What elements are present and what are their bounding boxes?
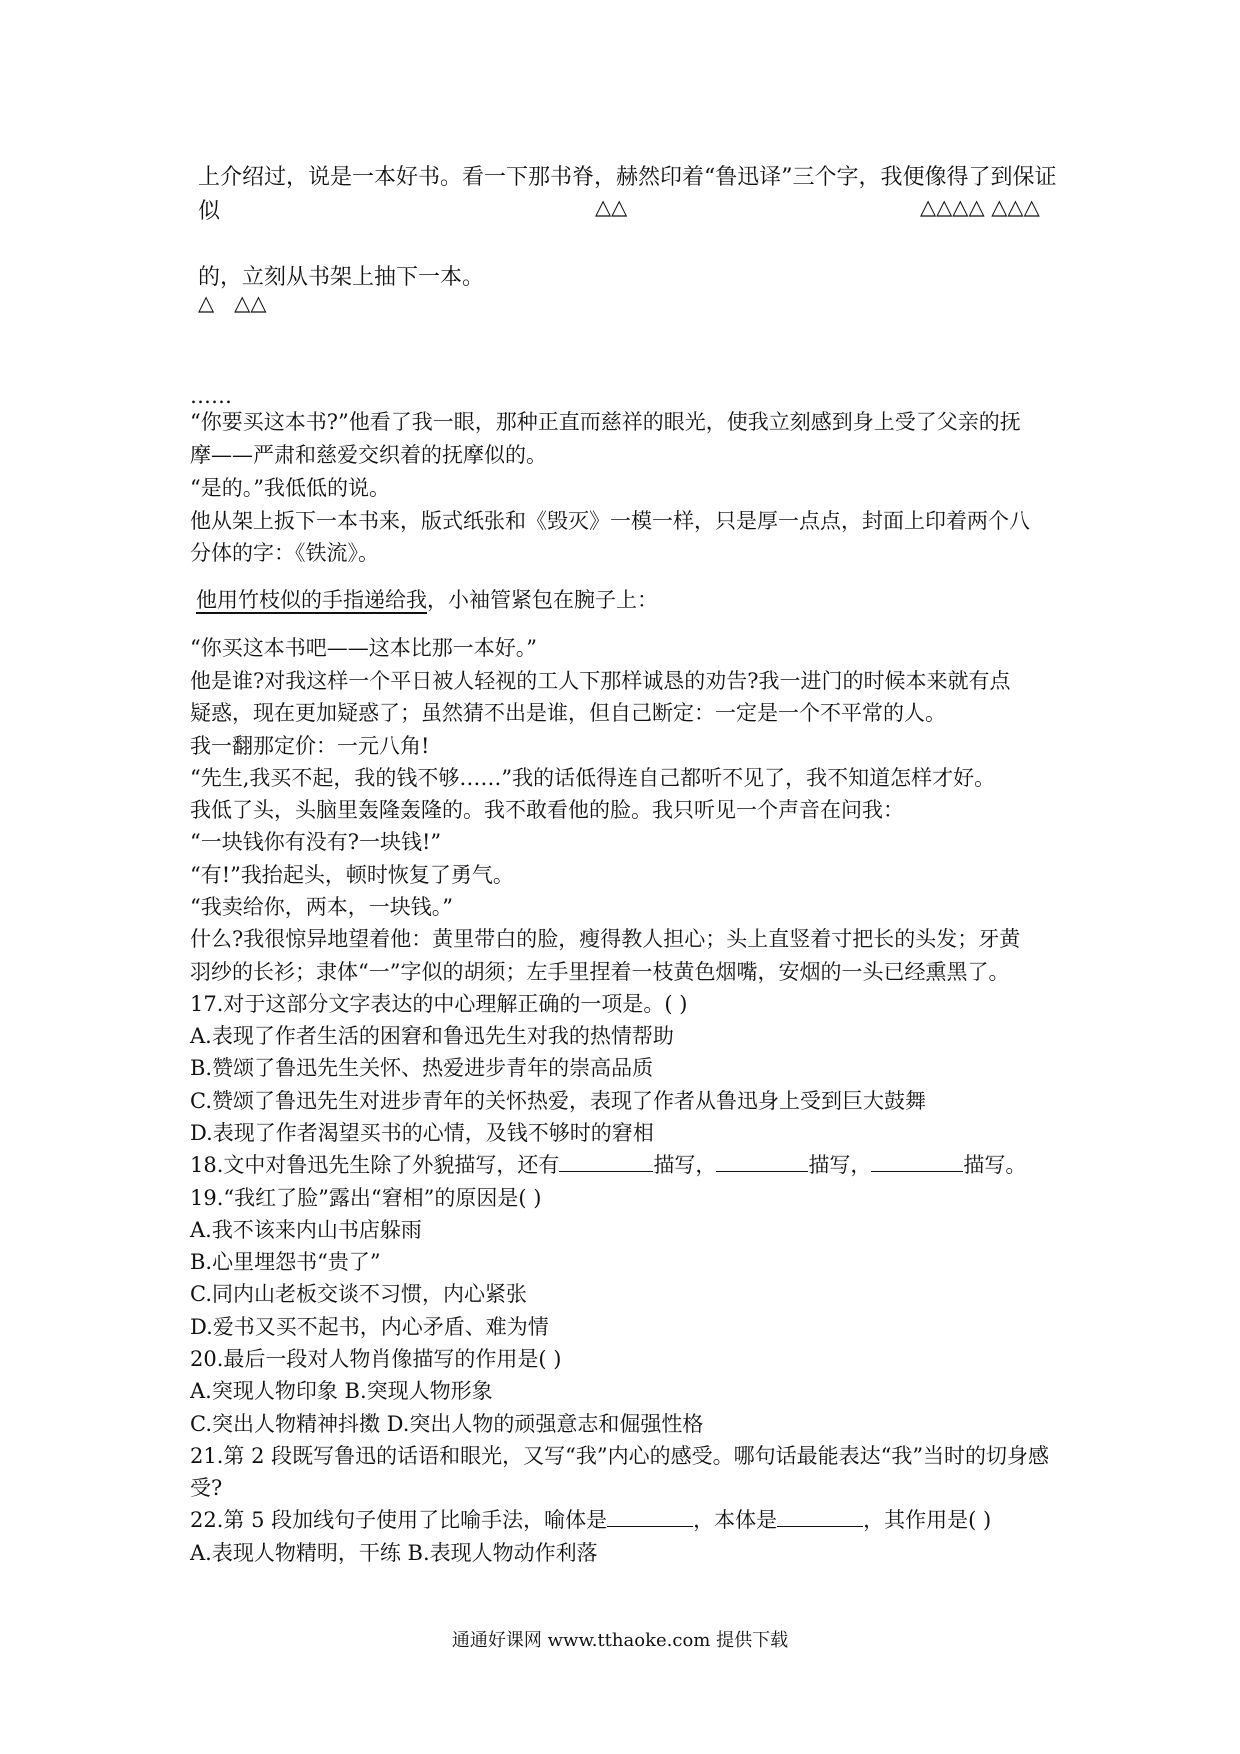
paragraph-line: 我低了头，头脑里轰隆轰隆的。我不敢看他的脸。我只听见一个声音在问我： (190, 798, 904, 822)
underlined-text: 他用竹枝似的手指递给我 (196, 588, 427, 612)
paragraph-line: “一块钱你有没有?一块钱!” (190, 830, 442, 854)
option-line: B.赞颂了鲁迅先生关怀、热爱进步青年的崇高品质 (190, 1056, 654, 1080)
paragraph-line: 我一翻那定价：一元八角! (190, 734, 430, 758)
paragraph-line: 什么?我很惊异地望着他：黄里带白的脸，瘦得教人担心；头上直竖着寸把长的头发；牙黄 (190, 927, 1021, 951)
question-20: 20.最后一段对人物肖像描写的作用是( ) (190, 1347, 562, 1371)
question-19: 19.“我红了脸”露出“窘相”的原因是( ) (190, 1186, 542, 1210)
paragraph-line: 疑惑，现在更加疑惑了；虽然猜不出是谁，但自己断定：一定是一个不平常的人。 (190, 701, 946, 725)
option-line: A.我不该来内山书店躲雨 (190, 1218, 422, 1242)
excerpt-line-1-wrap: 似 (198, 199, 221, 224)
option-line: C.突出人物精神抖擞 D.突出人物的顽强意志和倔强性格 (190, 1412, 704, 1436)
paragraph-line: “是的。”我低低的说。 (190, 476, 390, 500)
q18-text: 描写， (653, 1153, 717, 1177)
emphasis-marks: △△ (595, 195, 628, 219)
option-line: A.表现人物精明，干练 B.表现人物动作利落 (190, 1541, 598, 1565)
q18-text: 18.文中对鲁迅先生除了外貌描写，还有 (190, 1153, 560, 1177)
paragraph-line: “有!”我抬起头，顿时恢复了勇气。 (190, 863, 514, 887)
underlined-sentence (196, 588, 658, 612)
answer-blank (559, 1153, 653, 1172)
paragraph-line: “你买这本书吧——这本比那一本好。” (190, 636, 537, 660)
paragraph-line: “你要买这本书?”他看了我一眼，那种正直而慈祥的眼光，使我立刻感到身上受了父亲的抚 (190, 410, 1021, 434)
paragraph-line: 分体的字：《铁流》。 (190, 541, 379, 565)
option-line: A.表现了作者生活的困窘和鲁迅先生对我的热情帮助 (190, 1024, 674, 1048)
emphasis-marks: △ △△ (198, 291, 267, 315)
excerpt-line-2: 的，立刻从书架上抽下一本。 (198, 265, 485, 290)
question-18 (190, 1153, 1026, 1177)
page-footer: 通通好课网 www.tthaoke.com 提供下载 (451, 1630, 789, 1651)
option-line: C.赞颂了鲁迅先生对进步青年的关怀热爱，表现了作者从鲁迅身上受到巨大鼓舞 (190, 1089, 926, 1113)
question-21-wrap: 受? (190, 1476, 223, 1500)
question-21: 21.第 2 段既写鲁迅的话语和眼光，又写“我”内心的感受。哪句话最能表达“我”当时的切身感 (190, 1444, 1050, 1468)
option-line: D.爱书又买不起书，内心矛盾、难为情 (190, 1315, 549, 1339)
answer-blank (716, 1153, 808, 1172)
q18-text: 描写， (808, 1153, 872, 1177)
question-17: 17.对于这部分文字表达的中心理解正确的一项是。( ) (190, 992, 688, 1016)
option-line: A.突现人物印象 B.突现人物形象 (190, 1379, 493, 1403)
ellipsis: …… (190, 384, 232, 408)
paragraph-line: 摩——严肃和慈爱交织着的抚摩似的。 (190, 443, 547, 467)
q22-text: ，本体是 (693, 1508, 778, 1532)
excerpt-line-1: 上介绍过，说是一本好书。看一下那书脊，赫然印着“鲁迅译”三个字，我便像得了到保证 (198, 165, 1057, 190)
paragraph-line: “先生,我买不起，我的钱不够……”我的话低得连自己都听不见了，我不知道怎样才好。 (190, 766, 996, 790)
answer-blank (607, 1508, 693, 1527)
answer-blank (777, 1508, 863, 1527)
option-line: C.同内山老板交谈不习惯，内心紧张 (190, 1282, 527, 1306)
q22-text: ，其作用是( ) (863, 1508, 992, 1532)
question-22 (190, 1508, 991, 1532)
option-line: B.心里埋怨书“贵了” (190, 1250, 381, 1274)
q22-text: 22.第 5 段加线句子使用了比喻手法，喻体是 (190, 1508, 608, 1532)
paragraph-line: 羽纱的长衫；隶体“一”字似的胡须；左手里捏着一枝黄色烟嘴，安烟的一头已经熏黑了。 (190, 960, 1010, 984)
emphasis-marks: △△△△ △△△ (920, 195, 1040, 219)
paragraph-line: 他是谁?对我这样一个平日被人轻视的工人下那样诚恳的劝告?我一进门的时候本来就有点 (190, 669, 1011, 693)
paragraph-line: 他从架上扳下一本书来，版式纸张和《毁灭》一模一样，只是厚一点点，封面上印着两个八 (190, 509, 1030, 533)
answer-blank (871, 1153, 963, 1172)
option-line: D.表现了作者渴望买书的心情，及钱不够时的窘相 (190, 1121, 654, 1145)
sentence-rest: ，小袖管紧包在腕子上： (427, 588, 658, 612)
paragraph-line: “我卖给你，两本，一块钱。” (190, 895, 453, 919)
q18-text: 描写。 (963, 1153, 1027, 1177)
